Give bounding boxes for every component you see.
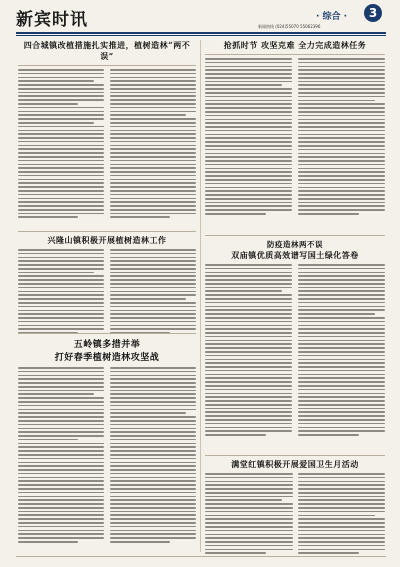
- article-headline: 五岭镇多措并举: [73, 340, 141, 350]
- article-headline-second: 双庙镇优质高效谱写国土绿化答卷: [231, 250, 359, 260]
- article-body: [18, 69, 196, 218]
- footer-rule: [16, 556, 386, 557]
- article-body: [18, 367, 196, 543]
- left-column: [18, 40, 196, 552]
- article-headline-second: 打好春季植树造林攻坚战: [54, 353, 160, 363]
- page-number-badge: 3: [364, 4, 382, 22]
- newspaper-logo: 新宾时讯: [16, 10, 88, 30]
- masthead-meta: 新闻热线 (024)55070 55062396: [258, 24, 321, 29]
- article-headline: 抢抓时节 攻坚克难 全力完成造林任务: [223, 40, 367, 50]
- article-siheyuan: [18, 40, 196, 220]
- article-shuangmiao: [205, 232, 385, 450]
- article-mantanghong: [205, 452, 385, 552]
- column-divider: [200, 40, 201, 552]
- article-headline: 满堂红镇积极开展爱国卫生月活动: [231, 459, 359, 469]
- article-wuling: [18, 330, 196, 552]
- article-body: [205, 473, 385, 554]
- article-headline: 防疫造林两不误: [267, 240, 323, 249]
- section-label: · 综合 ·: [316, 12, 348, 22]
- masthead-rule-thin: [16, 35, 386, 36]
- article-body: [18, 249, 196, 334]
- article-xinglongshan: [18, 228, 196, 318]
- article-seize-season: [205, 40, 385, 226]
- article-body: [205, 58, 385, 215]
- article-headline: 兴隆山镇积极开展植树造林工作: [47, 235, 167, 245]
- article-headline: 四合城镇改植措施扎实推进，植树造林“两不误”: [23, 40, 191, 61]
- masthead-rule: [16, 32, 386, 34]
- article-body: [205, 264, 385, 436]
- masthead: [0, 0, 400, 36]
